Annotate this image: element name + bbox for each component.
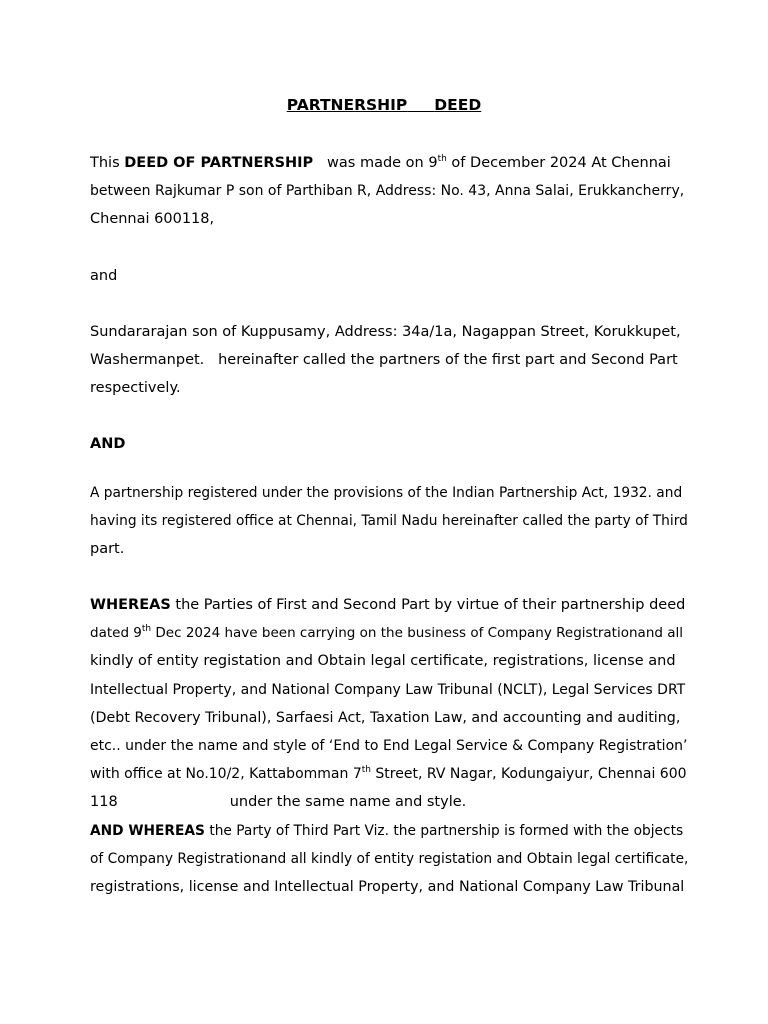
text-line: respectively. bbox=[90, 380, 181, 397]
bold-text: AND bbox=[90, 436, 126, 452]
text-line bbox=[90, 619, 690, 647]
text-line bbox=[90, 788, 690, 816]
text-line: registrations, license and Intellectual Property, and National Company Law Tribunal bbox=[90, 879, 685, 896]
text-line bbox=[90, 817, 690, 845]
paragraph-parties-first bbox=[90, 149, 690, 234]
text-line bbox=[90, 591, 690, 619]
text-span: of December 2024 At Chennai bbox=[446, 155, 671, 171]
text-span: Street, RV Nagar, Kodungaiyur, Chennai 600 bbox=[370, 766, 687, 783]
text-line bbox=[90, 149, 690, 177]
text-line: Chennai 600118, bbox=[90, 211, 215, 228]
text-line: etc.. under the name and style of ‘End to End Legal Service & Company Registration’ bbox=[90, 738, 688, 755]
text-line: Intellectual Property, and National Company Law Tribunal (NCLT), Legal Services DRT bbox=[90, 681, 686, 698]
paragraph-third-party bbox=[90, 479, 690, 564]
paragraph-whereas bbox=[90, 591, 690, 901]
text-span: the Party of Third Part Viz. the partnership is formed with the objects bbox=[204, 822, 684, 839]
text-line: and bbox=[90, 268, 118, 284]
text-line: Sundararajan son of Kuppusamy, Address: 34a/1a, Nagappan Street, Korukkupet, bbox=[90, 324, 681, 340]
text-span: 118 bbox=[90, 794, 118, 811]
title-word-partnership: PARTNERSHIP bbox=[286, 96, 408, 114]
text-line bbox=[90, 760, 690, 788]
text-line: A partnership registered under the provisions of the Indian Partnership Act, 1932. and bbox=[90, 485, 683, 501]
bold-text: DEED OF PARTNERSHIP bbox=[124, 155, 314, 171]
superscript: th bbox=[437, 154, 447, 164]
text-span: This bbox=[90, 155, 125, 171]
text-span: dated 9 bbox=[90, 625, 142, 642]
text-span: with office at No.10/2, Kattabomman 7 bbox=[90, 766, 362, 783]
title-word-deed: DEED bbox=[434, 96, 482, 114]
text-line: part. bbox=[90, 541, 125, 558]
text-line: of Company Registrationand all kindly of entity registation and Obtain legal certificate, bbox=[90, 850, 689, 867]
paragraph-parties-second bbox=[90, 318, 690, 403]
text-line: Washermanpet. hereinafter called the partners of the first part and Second Part bbox=[90, 352, 678, 369]
text-span: under the same name and style. bbox=[229, 794, 467, 811]
text-line: between Rajkumar P son of Parthiban R, Address: No. 43, Anna Salai, Erukkancherry, bbox=[90, 183, 685, 200]
superscript: th bbox=[141, 624, 152, 635]
bold-text: WHEREAS bbox=[90, 597, 171, 613]
text-line: kindly of entity registation and Obtain legal certificate, registrations, license and bbox=[90, 653, 676, 670]
text-span: the Parties of First and Second Part by virtue of their partnership deed bbox=[170, 597, 686, 613]
superscript: th bbox=[361, 765, 371, 776]
paragraph-and-lower bbox=[90, 262, 690, 290]
text-line: having its registered office at Chennai, Tamil Nadu hereinafter called the party of Third bbox=[90, 513, 688, 530]
text-line: (Debt Recovery Tribunal), Sarfaesi Act, Taxation Law, and accounting and auditing, bbox=[90, 709, 681, 726]
paragraph-and-upper bbox=[90, 430, 690, 458]
text-span: Dec 2024 have been carrying on the business of Company Registrationand all bbox=[151, 625, 684, 642]
text-span: was made on 9 bbox=[313, 155, 438, 171]
document-title bbox=[0, 94, 768, 116]
bold-text: AND WHEREAS bbox=[90, 822, 205, 839]
